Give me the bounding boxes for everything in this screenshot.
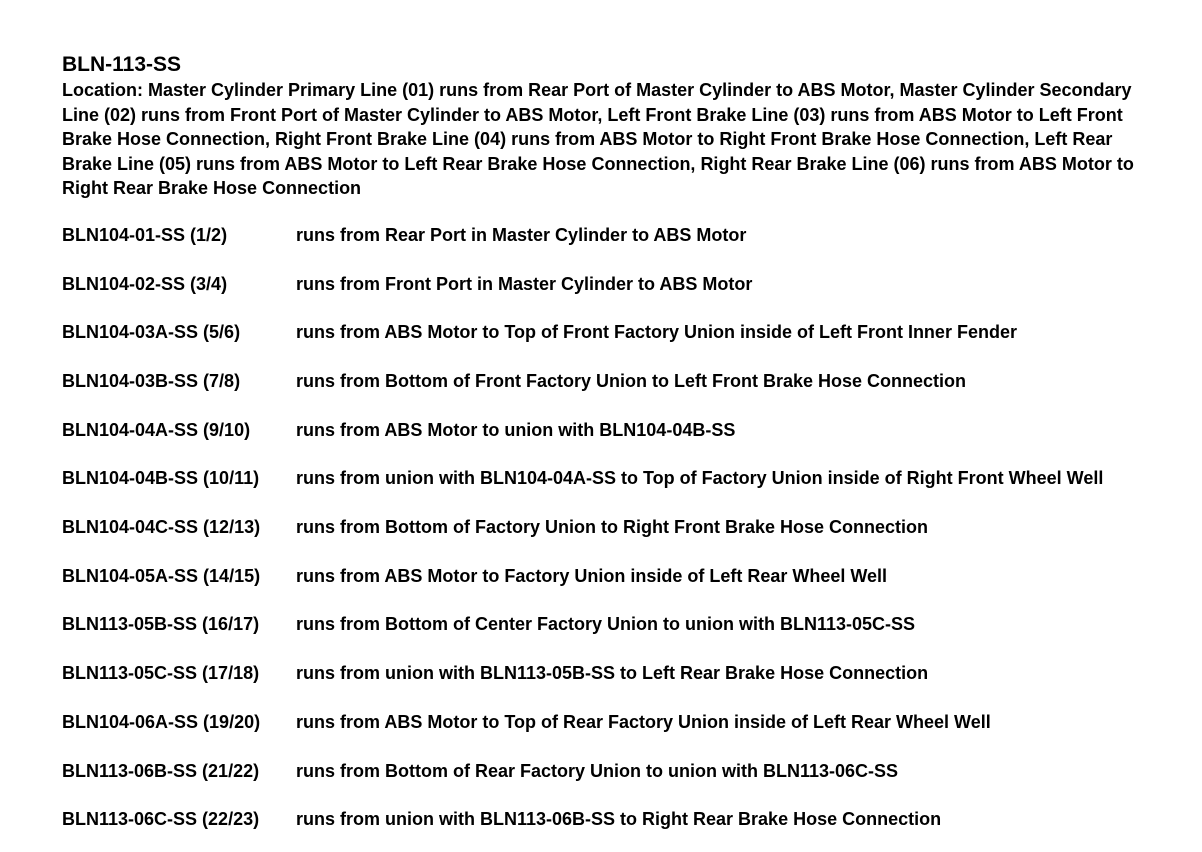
part-number: BLN104-04B-SS (10/11) — [62, 468, 260, 489]
list-item — [62, 710, 1152, 759]
line-description: runs from Bottom of Rear Factory Union to union with BLN113-06C-SS — [296, 760, 899, 781]
part-number: BLN104-06A-SS (19/20) — [62, 711, 261, 732]
line-description: runs from ABS Motor to Factory Union inside of Left Rear Wheel Well — [296, 565, 888, 586]
line-description: runs from Bottom of Factory Union to Right Front Brake Hose Connection — [296, 517, 928, 538]
part-number: BLN113-06B-SS (21/22) — [62, 760, 260, 781]
list-item — [62, 612, 1152, 661]
part-number: BLN104-04C-SS (12/13) — [62, 517, 261, 538]
list-item — [62, 661, 1152, 710]
part-number: BLN104-04A-SS (9/10) — [62, 419, 251, 440]
line-description: runs from ABS Motor to union with BLN104-04B-SS — [296, 419, 736, 440]
line-description: runs from union with BLN113-05B-SS to Left Rear Brake Hose Connection — [296, 663, 929, 684]
part-number: BLN104-01-SS (1/2) — [62, 224, 228, 245]
list-item — [62, 418, 1152, 467]
location-paragraph: Location: Master Cylinder Primary Line (01) runs from Rear Port of Master Cylinder to ABS Motor, Master Cylinder Secondary Line (02) runs from Front Port of Master Cylinder to ABS Motor, Left Front Brake Line (03) runs from ABS Motor to Left Front Brake Hose Connection, Right Front Brake Line (04) runs from ABS Motor to Right Front Brake Hose Connection, Left Rear Brake Line (05) runs from ABS Motor to Left Rear Brake Hose Connection, Right Rear Brake Line (06) runs from ABS Motor to Right Rear Brake Hose Connection — [62, 80, 1134, 199]
line-description: runs from Bottom of Front Factory Union to Left Front Brake Hose Connection — [296, 371, 966, 392]
line-description: runs from Front Port in Master Cylinder to ABS Motor — [296, 273, 753, 294]
list-item — [62, 223, 1152, 272]
list-item — [62, 369, 1152, 418]
line-description: runs from ABS Motor to Top of Rear Factory Union inside of Left Rear Wheel Well — [296, 711, 991, 732]
document-page — [62, 52, 1152, 852]
line-description: runs from Rear Port in Master Cylinder to ABS Motor — [296, 224, 747, 245]
part-number: BLN104-05A-SS (14/15) — [62, 565, 261, 586]
part-number: BLN104-03A-SS (5/6) — [62, 322, 241, 343]
part-number: BLN113-06C-SS (22/23) — [62, 809, 260, 830]
line-description: runs from ABS Motor to Top of Front Factory Union inside of Left Front Inner Fender — [296, 322, 1017, 343]
list-item — [62, 759, 1152, 808]
list-item — [62, 515, 1152, 564]
part-number: BLN113-05C-SS (17/18) — [62, 663, 260, 684]
part-number: BLN104-03B-SS (7/8) — [62, 371, 241, 392]
part-number: BLN104-02-SS (3/4) — [62, 273, 228, 294]
line-description: runs from union with BLN113-06B-SS to Right Rear Brake Hose Connection — [296, 809, 942, 830]
part-number: BLN113-05B-SS (16/17) — [62, 614, 260, 635]
list-item — [62, 272, 1152, 321]
list-item — [62, 320, 1152, 369]
list-item — [62, 466, 1152, 515]
list-item — [62, 564, 1152, 613]
list-item — [62, 807, 1152, 852]
brake-line-list — [62, 223, 1152, 852]
line-description: runs from union with BLN104-04A-SS to Top of Factory Union inside of Right Front Wheel Well — [296, 468, 1104, 489]
line-description: runs from Bottom of Center Factory Union to union with BLN113-05C-SS — [296, 614, 916, 635]
document-title: BLN-113-SS — [62, 53, 182, 76]
